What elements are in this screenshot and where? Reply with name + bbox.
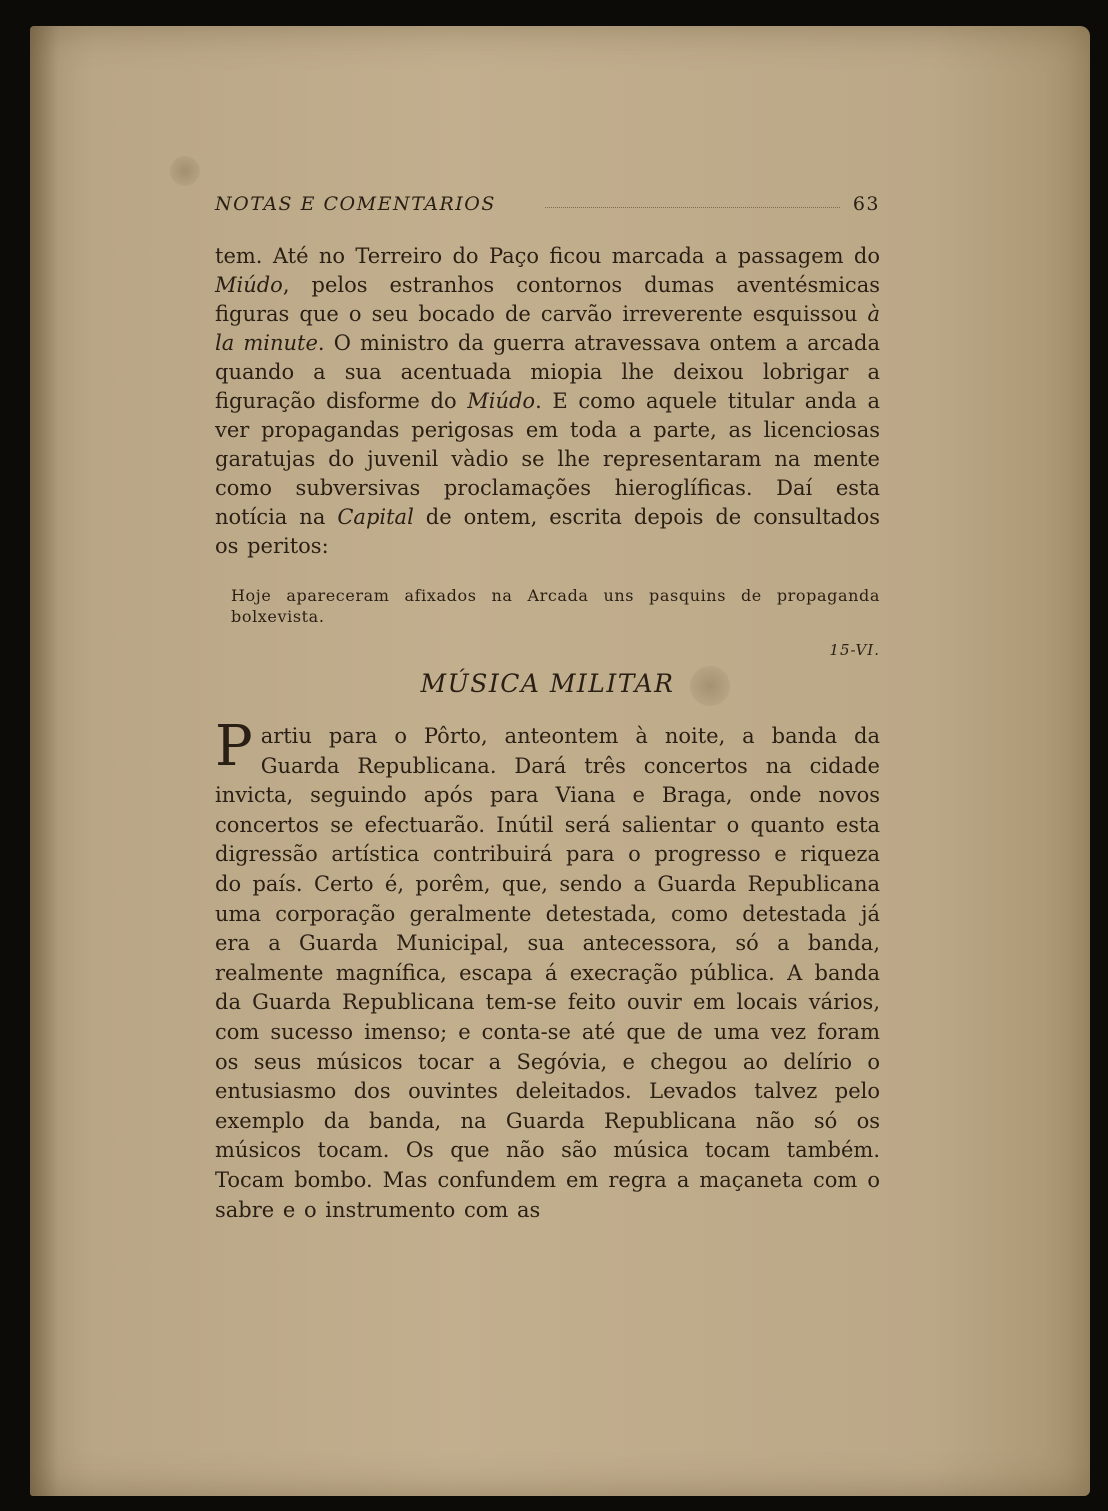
drop-cap: P — [215, 714, 253, 779]
intro-paragraph — [215, 242, 880, 561]
intro-emphasis: Miúdo — [467, 389, 536, 413]
intro-emphasis: à la minute — [215, 302, 880, 355]
intro-emphasis: Capital — [337, 505, 414, 529]
page-content — [215, 188, 880, 1225]
section-paragraph — [215, 714, 880, 1225]
intro-text: , pelos estranhos contornos dumas aventésmicas figuras que o seu bocado de carvão irreverente esquissou — [215, 273, 880, 326]
intro-text: . O ministro da guerra atravessava ontem a arcada quando a sua acentuada miopia lhe deixou lobrigar a figuração disforme do — [215, 331, 880, 413]
quoted-notice: Hoje apareceram afixados na Arcada uns pasquins de propaganda bolxevista. — [231, 586, 880, 626]
intro-text: tem. Até no Terreiro do Paço ficou marcada a passagem do — [215, 244, 880, 268]
running-head-title: NOTAS E COMENTARIOS — [215, 193, 496, 215]
intro-text: . E como aquele titular anda a ver propagandas perigosas em toda a parte, as licenciosas garatujas do juvenil vàdio se lhe representaram na mente como subversivas proclamações hieroglíficas. Daí esta notícia na — [215, 389, 880, 529]
section-body: artiu para o Pôrto, anteontem à noite, a banda da Guarda Republicana. Dará três concertos na cidade invicta, seguindo após para Viana e Braga, onde novos concertos se efectuarão. Inútil será salientar o quanto esta digressão artística contribuirá para o progresso e riqueza do país. Certo é, porêm, que, sendo a Guarda Republicana uma corporação geralmente detestada, como detestada já era a Guarda Municipal, sua antecessora, só a banda, realmente magnífica, escapa á execração pública. A banda da Guarda Republicana tem-se feito ouvir em locais vários, com sucesso imenso; e conta-se até que de uma vez foram os seus músicos tocar a Segóvia, e chegou ao delírio o entusiasmo dos ouvintes deleitados. Levados talvez pelo exemplo da banda, na Guarda Republicana não só os músicos tocam. Os que não são música tocam também. Tocam bombo. Mas confundem em regra a maçaneta com o sabre e o instrumento com as — [215, 724, 880, 1222]
page-number: 63 — [852, 193, 880, 215]
paper-stain — [170, 156, 200, 186]
running-head — [215, 188, 880, 224]
page-edge-shadow — [30, 26, 58, 1496]
intro-text: de ontem, escrita depois de consultados os peritos: — [215, 505, 880, 558]
running-head-rule — [545, 207, 840, 208]
book-page — [30, 26, 1090, 1496]
notice-date: 15-VI. — [829, 641, 880, 659]
intro-emphasis: Miúdo — [215, 273, 283, 297]
section-title: MÚSICA MILITAR — [420, 669, 675, 698]
